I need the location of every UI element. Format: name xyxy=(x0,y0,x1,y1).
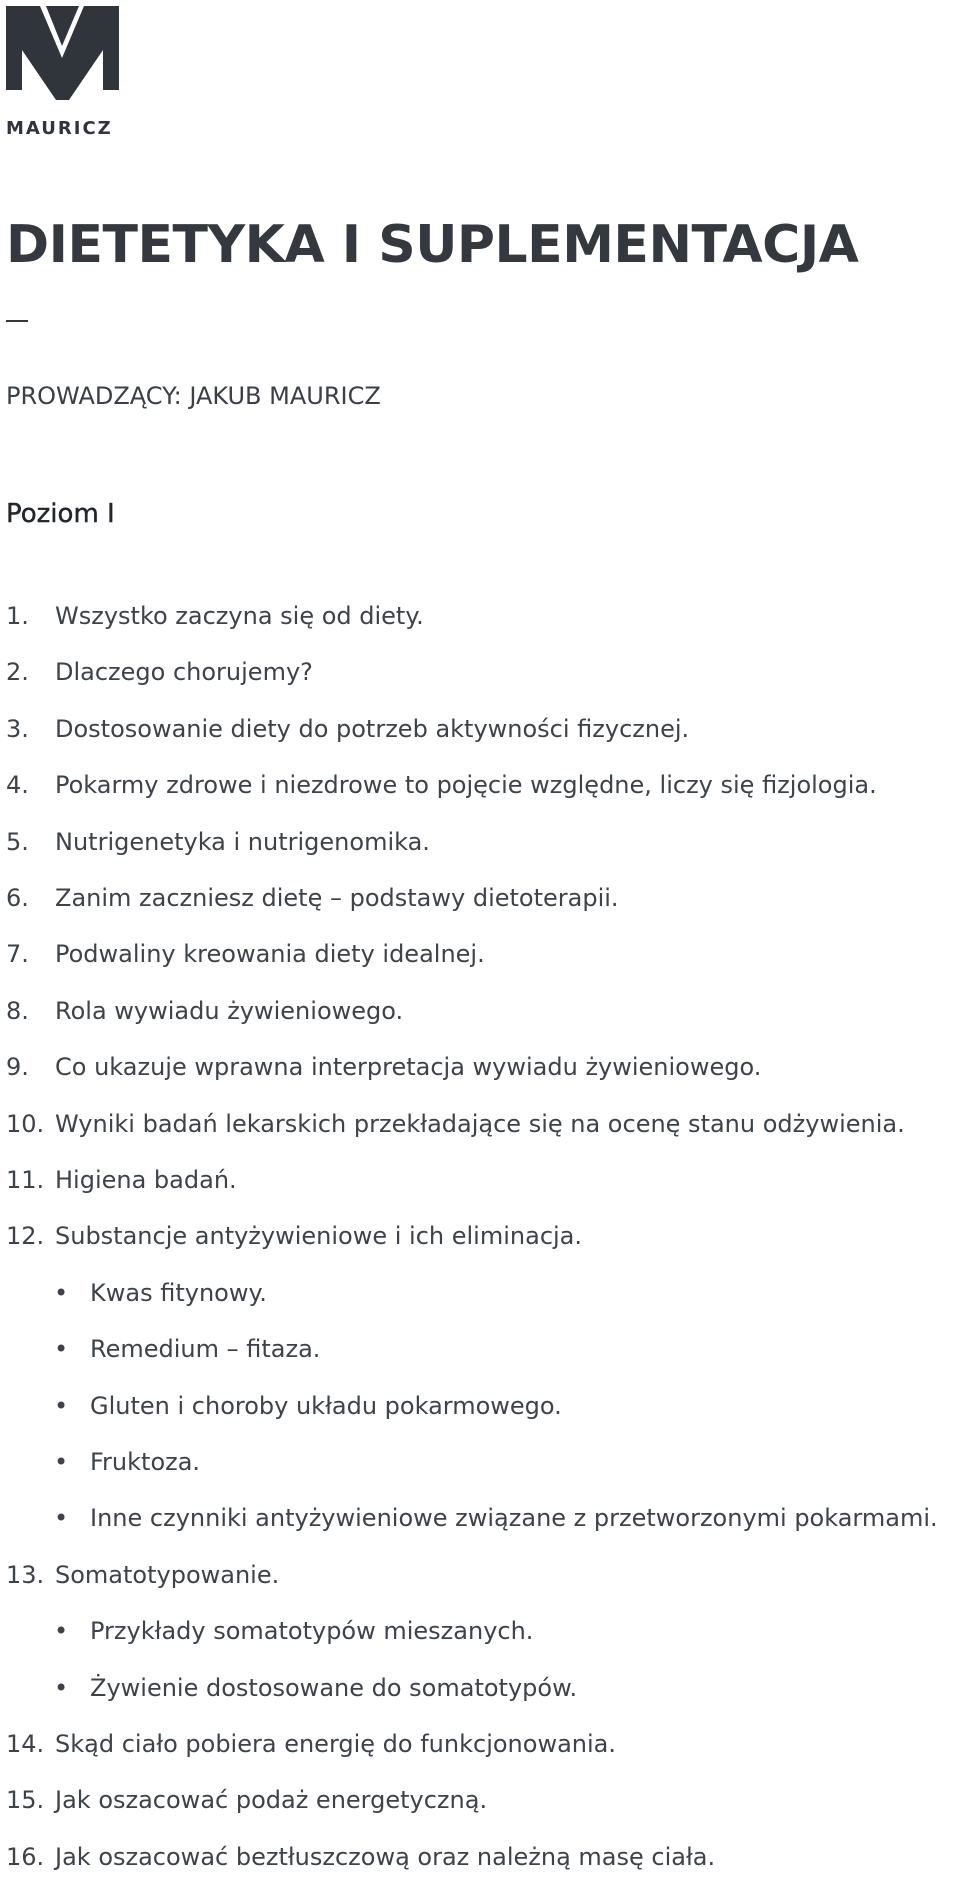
brand-logo xyxy=(6,6,120,138)
list-item-number: 9. xyxy=(6,1053,29,1082)
list-item-number: 4. xyxy=(6,771,29,800)
bullet-icon: • xyxy=(54,1448,69,1476)
list-item-number: 2. xyxy=(6,658,29,687)
list-item-number: 8. xyxy=(6,996,29,1025)
level-heading: Poziom I xyxy=(6,499,115,529)
list-item-text: Podwaliny kreowania diety idealnej. xyxy=(55,940,485,969)
sub-list-item-text: Przykłady somatotypów mieszanych. xyxy=(90,1617,534,1646)
list-item-text: Dostosowanie diety do potrzeb aktywności fizycznej. xyxy=(55,714,690,743)
list-item-text: Skąd ciało pobiera energię do funkcjonowania. xyxy=(55,1730,616,1758)
list-item-text: Jak oszacować podaż energetyczną. xyxy=(55,1786,488,1815)
list-item-text: Wszystko zaczyna się od diety. xyxy=(55,602,424,630)
list-item-text: Substancje antyżywieniowe i ich eliminacja. xyxy=(55,1222,583,1251)
list-item-text: Higiena badań. xyxy=(55,1166,237,1194)
logo-m-mark-icon xyxy=(6,6,119,100)
sub-list-item-text: Inne czynniki antyżywieniowe związane z przetworzonymi pokarmami. xyxy=(90,1504,938,1533)
list-item-text: Dlaczego chorujemy? xyxy=(55,658,313,687)
list-item-text: Jak oszacować beztłuszczową oraz należną masę ciała. xyxy=(55,1842,716,1871)
list-item-number: 14. xyxy=(6,1730,45,1758)
bullet-icon: • xyxy=(54,1504,69,1533)
list-item-number: 13. xyxy=(6,1560,45,1589)
sub-list-item-text: Żywienie dostosowane do somatotypów. xyxy=(90,1673,578,1702)
list-item-text: Somatotypowanie. xyxy=(55,1560,280,1589)
list-item-text: Pokarmy zdrowe i niezdrowe to pojęcie względne, liczy się fizjologia. xyxy=(55,771,877,800)
list-item-text: Zanim zaczniesz dietę – podstawy dietoterapii. xyxy=(55,884,619,912)
sub-list-item-text: Remedium – fitaza. xyxy=(90,1335,321,1364)
list-item-number: 12. xyxy=(6,1222,45,1251)
list-item-text: Nutrigenetyka i nutrigenomika. xyxy=(55,827,430,856)
list-item-text: Co ukazuje wprawna interpretacja wywiadu żywieniowego. xyxy=(55,1053,762,1082)
bullet-icon: • xyxy=(54,1391,69,1420)
list-item-number: 1. xyxy=(6,602,29,630)
list-item-number: 15. xyxy=(6,1786,45,1815)
lecturer-line: PROWADZĄCY: JAKUB MAURICZ xyxy=(6,382,381,410)
list-item-number: 6. xyxy=(6,884,29,912)
list-item-number: 7. xyxy=(6,940,29,969)
list-item-number: 3. xyxy=(6,714,29,743)
bullet-icon: • xyxy=(54,1617,69,1646)
list-item-number: 16. xyxy=(6,1842,45,1871)
title-dash-divider xyxy=(6,320,28,322)
bullet-icon: • xyxy=(54,1278,69,1307)
bullet-icon: • xyxy=(54,1335,69,1364)
sub-list-item-text: Kwas fitynowy. xyxy=(90,1278,267,1307)
list-item-text: Rola wywiadu żywieniowego. xyxy=(55,996,404,1025)
brand-name: MAURICZ xyxy=(6,118,113,139)
list-item-text: Wyniki badań lekarskich przekładające się na ocenę stanu odżywienia. xyxy=(55,1109,905,1138)
page-title: DIETETYKA I SUPLEMENTACJA xyxy=(6,215,859,275)
sub-list-item-text: Fruktoza. xyxy=(90,1448,201,1476)
bullet-icon: • xyxy=(54,1673,69,1702)
sub-list-item-text: Gluten i choroby układu pokarmowego. xyxy=(90,1391,562,1420)
list-item-number: 11. xyxy=(6,1166,45,1194)
list-item-number: 5. xyxy=(6,827,29,856)
list-item-number: 10. xyxy=(6,1109,45,1138)
